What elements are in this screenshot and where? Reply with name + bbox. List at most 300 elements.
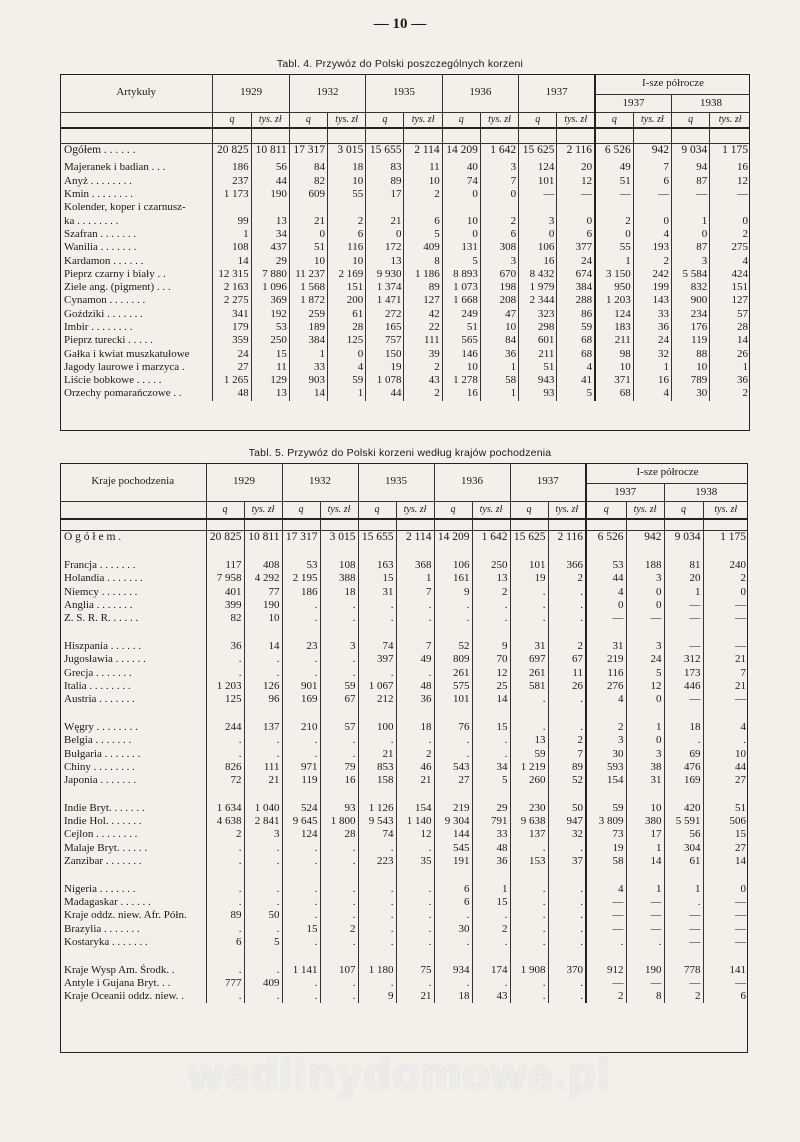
cell-value: 59 [557,321,595,334]
cell-value: 13 [251,387,289,400]
cell-value: . [206,653,244,666]
cell-value: 476 [664,761,703,774]
cell-value: 137 [244,721,282,734]
cell-value: . [434,936,472,949]
cell-value: 2 [586,990,626,1003]
cell-value: 15 [358,572,396,585]
row-label: Pieprz turecki . . . . . [64,334,153,347]
cell-value: . [206,747,244,760]
cell-value: 0 [519,228,557,241]
spacer-cell [664,544,703,559]
cell-value: 1 180 [358,964,396,977]
cell-value: . [510,936,548,949]
row-label: Liście bobkowe . . . . . [64,374,162,387]
cell-value: 146 [442,347,480,360]
cell-value: . [282,990,320,1003]
cell-value: 388 [320,572,358,585]
cell-value: 2 [633,254,671,267]
cell-value: . [282,734,320,747]
cell-value: . [510,586,548,599]
table-row [60,977,748,990]
row-label: Anyż . . . . . . . . [64,174,132,187]
cell-value: 593 [586,761,626,774]
cell-value: — [664,693,703,706]
cell-value: . [320,599,358,612]
cell-value: 2 116 [557,144,595,158]
cell-value: 230 [510,802,548,815]
cell-value: 777 [206,977,244,990]
cell-value: — [519,188,557,201]
cell-value: 16 [710,161,750,174]
cell-value: . [282,883,320,896]
spacer-cell [320,544,358,559]
cell-value: 193 [633,241,671,254]
unit-q: q [434,501,472,519]
cell-value: 0 [626,599,664,612]
cell-value: 61 [328,308,366,321]
cell-value: 21 [358,747,396,760]
cell-value: 3 [586,734,626,747]
cell-value: 370 [548,964,586,977]
table-row [60,254,750,267]
cell-value: 9 [472,640,510,653]
cell-value: 244 [206,721,244,734]
cell-value: 67 [320,693,358,706]
cell-value: . [320,612,358,625]
unit-tys-zl: tys. zł [244,501,282,519]
cell-value: 1 278 [442,374,480,387]
cell-value: 3 150 [595,268,633,281]
cell-value: 0 [626,586,664,599]
cell-value: 89 [548,761,586,774]
row-label: Cejlon . . . . . . . . [64,828,138,841]
cell-value: 261 [434,667,472,680]
cell-value: 1 [626,721,664,734]
unit-tys-zl: tys. zł [404,112,442,128]
cell-value: 36 [206,640,244,653]
spacer-cell [206,949,244,964]
cell-value: . [396,923,434,936]
spacer-cell [60,128,213,144]
spacer-cell [548,706,586,721]
page-number: — 10 — [373,16,427,32]
row-label: Kraje Wysp Am. Środk. . [64,963,175,976]
cell-value: 8 893 [442,268,480,281]
cell-value [366,201,404,214]
cell-value: 371 [595,374,633,387]
cell-value: 832 [672,281,710,294]
cell-value: 24 [633,334,671,347]
cell-value: — [626,909,664,922]
cell-value: 4 [586,693,626,706]
cell-value: 212 [358,693,396,706]
cell-value: . [320,667,358,680]
cell-value: 154 [396,802,434,815]
cell-value: 2 [404,188,442,201]
cell-value: 5 584 [672,268,710,281]
spacer-cell [703,868,748,883]
cell-value: 401 [206,586,244,599]
cell-value: 116 [328,241,366,254]
cell-value: 17 317 [289,144,327,158]
spacer-cell [244,706,282,721]
cell-value: 127 [710,294,750,307]
cell-value: 58 [586,855,626,868]
cell-value: 6 526 [586,531,626,545]
cell-value: 96 [244,693,282,706]
spacer-cell [320,949,358,964]
cell-value: 6 [206,936,244,949]
cell-value: 2 116 [548,531,586,545]
table-row [60,964,748,977]
cell-value: 219 [434,802,472,815]
row-label: Belgia . . . . . . . [64,734,132,747]
spacer-cell [60,625,206,640]
spacer-cell [358,706,396,721]
cell-value: . [244,667,282,680]
table-row [60,761,748,774]
cell-value: 446 [664,680,703,693]
spacer-cell [358,519,396,531]
cell-value: 158 [358,774,396,787]
cell-value: . [396,977,434,990]
cell-value: 68 [557,347,595,360]
row-label: Madagaskar . . . . . . [64,896,151,909]
spacer-cell [626,787,664,802]
cell-value: 399 [206,599,244,612]
cell-value: 6 526 [595,144,633,158]
cell-value: 2 [396,747,434,760]
cell-value: 14 [213,254,251,267]
cell-value: 30 [434,923,472,936]
table-row [60,387,750,400]
spacer-cell [586,868,626,883]
cell-value: . [548,586,586,599]
cell-value: 9 304 [434,815,472,828]
cell-value: 237 [213,175,251,188]
cell-value: 38 [626,761,664,774]
cell-value: 27 [213,361,251,374]
cell-value: 77 [244,586,282,599]
cell-value: 7 [396,586,434,599]
cell-value: 51 [703,802,748,815]
cell-value: . [548,896,586,909]
cell-value: 131 [442,241,480,254]
cell-value: . [320,936,358,949]
cell-value: 20 825 [206,531,244,545]
cell-value: 23 [282,640,320,653]
cell-value: 137 [510,828,548,841]
cell-value: 189 [289,321,327,334]
cell-value: 272 [366,308,404,321]
row-label: Chiny . . . . . . . . [64,760,135,773]
cell-value: 51 [595,175,633,188]
cell-value: . [586,936,626,949]
cell-value: 48 [396,680,434,693]
spacer-cell [358,625,396,640]
unit-q: q [213,112,251,128]
table-row [60,883,748,896]
table4-body [60,128,750,401]
cell-value: 2 [703,572,748,585]
cell-value: . [472,612,510,625]
cell-value: 437 [251,241,289,254]
cell-value: 6 [434,896,472,909]
spacer-cell [358,787,396,802]
cell-value: 28 [710,321,750,334]
cell-value: 49 [396,653,434,666]
cell-value: 101 [519,175,557,188]
spacer-cell [282,625,320,640]
unit-q: q [358,501,396,519]
cell-value: 1 073 [442,281,480,294]
cell-value: 5 [472,774,510,787]
spacer-cell [206,868,244,883]
cell-value: 9 645 [282,815,320,828]
cell-value: . [320,842,358,855]
cell-value: . [282,977,320,990]
cell-value: 6 [434,883,472,896]
cell-value: 0 [626,693,664,706]
cell-value: 934 [434,964,472,977]
unit-q: q [442,112,480,128]
spacer-cell [519,128,557,144]
row-label: Majeranek i badian . . . [64,161,166,174]
spacer-cell [60,519,206,531]
cell-value: 12 [626,680,664,693]
cell-value: 14 [289,387,327,400]
cell-value: 111 [244,761,282,774]
cell-value: 2 [710,228,750,241]
cell-value: . [664,734,703,747]
cell-value: 15 [251,347,289,360]
cell-value: 826 [206,761,244,774]
table5-col-label: Kraje pochodzenia [60,463,206,501]
cell-value: 89 [404,281,442,294]
cell-value: 99 [213,214,251,227]
cell-value: 144 [434,828,472,841]
row-label: Italia . . . . . . . . [64,679,131,692]
cell-value: 35 [396,855,434,868]
cell-value: 1 [626,883,664,896]
cell-value: 15 625 [519,144,557,158]
cell-value: 2 [548,640,586,653]
cell-value: 18 [320,586,358,599]
cell-value: 0 [557,214,595,227]
cell-value: 82 [289,175,327,188]
cell-value: . [548,923,586,936]
cell-value: . [282,936,320,949]
table-row [60,281,750,294]
cell-value: — [703,640,748,653]
cell-value [251,201,289,214]
cell-value: 912 [586,964,626,977]
table4 [60,74,750,401]
cell-value: 51 [519,361,557,374]
cell-value: 1 568 [289,281,327,294]
cell-value: 10 811 [244,531,282,545]
spacer-cell [396,949,434,964]
spacer-cell [358,868,396,883]
spacer-cell [320,868,358,883]
row-label: Kraje oddz. niew. Afr. Półn. [64,909,187,922]
cell-value: 43 [404,374,442,387]
cell-value: 15 [703,828,748,841]
table-row [60,188,750,201]
row-label: Hiszpania . . . . . . [64,640,141,653]
cell-value: . [358,842,396,855]
spacer-cell [434,949,472,964]
cell-value: 670 [480,268,518,281]
table5-half-year: 1938 [664,483,748,501]
spacer-cell [548,625,586,640]
cell-value: 304 [664,842,703,855]
unit-tys-zl: tys. zł [320,501,358,519]
spacer-cell [664,787,703,802]
cell-value: . [244,964,282,977]
cell-value [557,201,595,214]
cell-value: 250 [251,334,289,347]
cell-value: . [244,990,282,1003]
table5-year: 1935 [358,463,434,501]
cell-value: — [586,977,626,990]
cell-value: 2 841 [244,815,282,828]
cell-value: 543 [434,761,472,774]
cell-value: . [320,990,358,1003]
cell-value: 397 [358,653,396,666]
spacer-row [60,625,748,640]
cell-value: 74 [358,828,396,841]
cell-value: 341 [213,308,251,321]
cell-value: 211 [519,347,557,360]
cell-value: 161 [434,572,472,585]
cell-value: 174 [472,964,510,977]
cell-value: 14 [703,855,748,868]
cell-value: 51 [289,241,327,254]
cell-value: 384 [289,334,327,347]
cell-value [519,201,557,214]
cell-value: 2 [328,214,366,227]
table-row [60,612,748,625]
cell-value: . [282,653,320,666]
cell-value: 101 [510,559,548,572]
cell-value: 4 [633,228,671,241]
cell-value: 94 [672,161,710,174]
spacer-cell [626,868,664,883]
cell-value: . [320,734,358,747]
cell-value: 9 638 [510,815,548,828]
cell-value: 5 [442,254,480,267]
cell-value: 2 [472,923,510,936]
unit-tys-zl: tys. zł [703,501,748,519]
spacer-cell [206,519,244,531]
cell-value: 947 [548,815,586,828]
spacer-cell [442,128,480,144]
cell-value: 0 [480,188,518,201]
spacer-cell [206,625,244,640]
spacer-cell [396,868,434,883]
cell-value: — [586,612,626,625]
spacer-cell [510,544,548,559]
cell-value: . [510,896,548,909]
row-label: Kraje Oceanii oddz. niew. . [64,990,184,1003]
spacer-cell [434,706,472,721]
cell-value: . [320,883,358,896]
cell-value: 192 [251,308,289,321]
cell-value: 2 195 [282,572,320,585]
table-row [60,374,750,387]
unit-q: q [672,112,710,128]
cell-value: 380 [626,815,664,828]
cell-value: 1 908 [510,964,548,977]
cell-value: 1 471 [366,294,404,307]
table-row [60,640,748,653]
cell-value: 3 [244,828,282,841]
cell-value: 4 638 [206,815,244,828]
cell-value: 1 872 [289,294,327,307]
cell-value: 44 [703,761,748,774]
cell-value: 250 [472,559,510,572]
spacer-cell [396,544,434,559]
table-row [60,572,748,585]
cell-value: 424 [710,268,750,281]
cell-value: 359 [213,334,251,347]
cell-value: 89 [366,175,404,188]
cell-value: . [206,842,244,855]
table-row [60,747,748,760]
cell-value: 100 [358,721,396,734]
cell-value: 7 880 [251,268,289,281]
cell-value: 31 [510,640,548,653]
cell-value: — [557,188,595,201]
cell-value: 6 [480,228,518,241]
spacer-cell [472,949,510,964]
unit-q: q [206,501,244,519]
cell-value: 5 [626,667,664,680]
cell-value: 4 [633,387,671,400]
table5-year: 1929 [206,463,282,501]
cell-value: 89 [206,909,244,922]
unit-tys-zl: tys. zł [480,112,518,128]
cell-value: 106 [519,241,557,254]
cell-value: . [510,612,548,625]
table-row [60,896,748,909]
cell-value: 16 [442,387,480,400]
cell-value: 41 [557,374,595,387]
table-row [60,321,750,334]
cell-value: . [358,896,396,909]
unit-q: q [595,112,633,128]
cell-value: 68 [595,387,633,400]
cell-value: 19 [510,572,548,585]
spacer-cell [282,544,320,559]
row-label: Kolender, koper i czarnusz- [64,201,186,214]
cell-value: . [510,693,548,706]
cell-value: 84 [289,161,327,174]
cell-value: 0 [626,734,664,747]
row-label: Gałka i kwiat muszkatułowe [64,347,190,360]
spacer-row [60,544,748,559]
table5-half-year: 1937 [586,483,664,501]
cell-value: 55 [328,188,366,201]
spacer-cell [664,868,703,883]
cell-value: 117 [206,559,244,572]
spacer-cell [60,868,206,883]
cell-value: 30 [672,387,710,400]
cell-value: 58 [480,374,518,387]
cell-value: . [206,855,244,868]
spacer-cell [472,706,510,721]
